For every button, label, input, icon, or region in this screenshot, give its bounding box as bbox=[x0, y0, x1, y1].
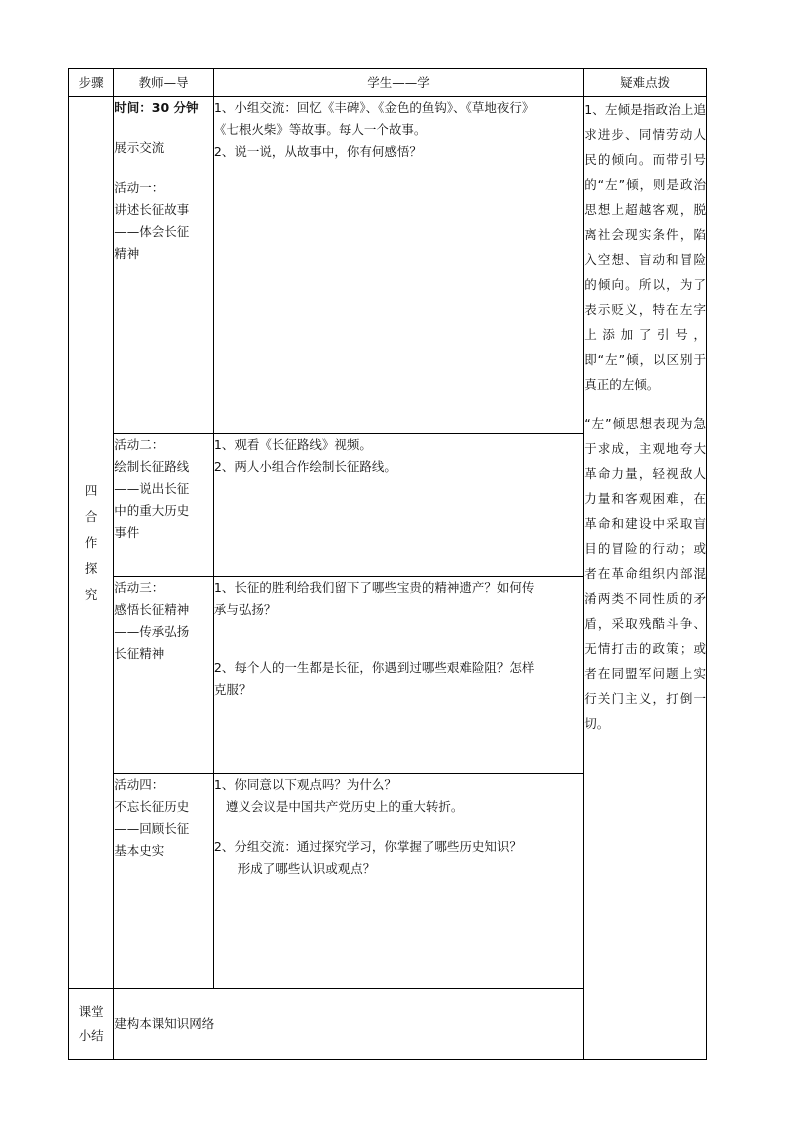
teacher-text: 事件 bbox=[114, 525, 140, 540]
teacher-text: ——回顾长征 bbox=[114, 821, 190, 836]
step-label-char: 探 bbox=[84, 560, 98, 576]
summary-step-label: 小结 bbox=[78, 1028, 104, 1043]
summary-step-label: 课堂 bbox=[78, 1004, 104, 1019]
teacher-text: ——体会长征 bbox=[114, 224, 190, 239]
teacher-text: 不忘长征历史 bbox=[114, 799, 190, 814]
student-text: 承与弘扬？ bbox=[213, 602, 277, 617]
student-text: 形成了哪些认识或观点？ bbox=[213, 861, 376, 876]
teacher-text: 绘制长征路线 bbox=[114, 459, 190, 474]
header-hint: 疑难点拨 bbox=[584, 69, 707, 97]
step-label-char: 合 bbox=[84, 508, 98, 524]
header-step: 步骤 bbox=[69, 69, 114, 97]
student-text: 1、观看《长征路线》视频。 bbox=[213, 437, 372, 452]
table-header-row bbox=[69, 69, 707, 97]
teacher-text: 活动三： bbox=[114, 580, 165, 595]
step-label-char: 作 bbox=[84, 534, 98, 550]
student-text: 1、小组交流：回忆《丰碑》、《金色的鱼钩》、《草地夜行》 bbox=[213, 100, 535, 115]
student-text: 《七根火柴》等故事。每人一个故事。 bbox=[213, 122, 427, 137]
lesson-plan-table bbox=[68, 68, 707, 1060]
teacher-text: 感悟长征精神 bbox=[114, 602, 190, 617]
teacher-text: 展示交流 bbox=[114, 140, 165, 155]
teacher-cell-4 bbox=[114, 774, 214, 989]
student-text: 2、每个人的一生都是长征，你遇到过哪些艰难险阻？怎样 bbox=[213, 660, 535, 675]
teacher-text: 活动二： bbox=[114, 437, 165, 452]
teacher-text: 活动一： bbox=[114, 180, 165, 195]
hint-cell bbox=[584, 97, 707, 1060]
teacher-text: ——说出长征 bbox=[114, 481, 190, 496]
student-cell-4 bbox=[213, 774, 583, 989]
student-text: 遵义会议是中国共产党历史上的重大转折。 bbox=[213, 799, 464, 814]
student-cell-2 bbox=[213, 434, 583, 577]
student-cell-3 bbox=[213, 577, 583, 774]
teacher-text: 精神 bbox=[114, 246, 140, 261]
student-text: 1、你同意以下观点吗？为什么？ bbox=[213, 777, 397, 792]
teacher-text: 活动四： bbox=[114, 777, 165, 792]
teacher-text: 基本史实 bbox=[114, 843, 165, 858]
summary-content-cell bbox=[114, 989, 584, 1060]
teacher-text: 讲述长征故事 bbox=[114, 202, 190, 217]
hint-paragraph-1: 1、左倾是指政治上追求进步、同情劳动人民的倾向。而带引号的“左”倾，则是政治思想上超越客观，脱离社会现实条件，陷入空想、盲动和冒险的倾向。所以，为了表示贬义，特在左字上添加了引号，即“左”倾，以区别于真正的左倾。 bbox=[584, 102, 706, 392]
summary-content: 建构本课知识网络 bbox=[114, 1016, 215, 1031]
teacher-cell-2 bbox=[114, 434, 214, 577]
activity-row-1 bbox=[69, 97, 707, 434]
teacher-text: ——传承弘扬 bbox=[114, 624, 190, 639]
teacher-text: 长征精神 bbox=[114, 646, 165, 661]
student-text: 2、说一说，从故事中，你有何感悟？ bbox=[213, 144, 422, 159]
step-label-char: 四 bbox=[84, 482, 98, 498]
teacher-cell-1 bbox=[114, 97, 214, 434]
student-text: 克服？ bbox=[213, 682, 252, 697]
student-cell-1 bbox=[213, 97, 583, 434]
teacher-text: 中的重大历史 bbox=[114, 503, 190, 518]
student-text: 1、长征的胜利给我们留下了哪些宝贵的精神遗产？如何传 bbox=[213, 580, 535, 595]
student-text: 2、两人小组合作绘制长征路线。 bbox=[213, 459, 397, 474]
summary-step-cell bbox=[69, 989, 114, 1060]
time-label: 时间：30 分钟 bbox=[114, 100, 199, 115]
header-teacher: 教师—导 bbox=[114, 69, 214, 97]
teacher-cell-3 bbox=[114, 577, 214, 774]
step-label-char: 究 bbox=[84, 586, 98, 602]
student-text: 2、分组交流：通过探究学习，你掌握了哪些历史知识？ bbox=[213, 839, 522, 854]
hint-paragraph-2: “左”倾思想表现为急于求成，主观地夸大革命力量，轻视敌人力量和客观困难，在革命和建设中采取盲目的冒险的行动；或者在革命组织内部混淆两类不同性质的矛盾，采取残酷斗争、无情打击的政策；或者在同盟军问题上实行关门主义，打倒一切。 bbox=[584, 416, 706, 731]
step-label-cell bbox=[69, 97, 114, 989]
header-student: 学生——学 bbox=[213, 69, 583, 97]
